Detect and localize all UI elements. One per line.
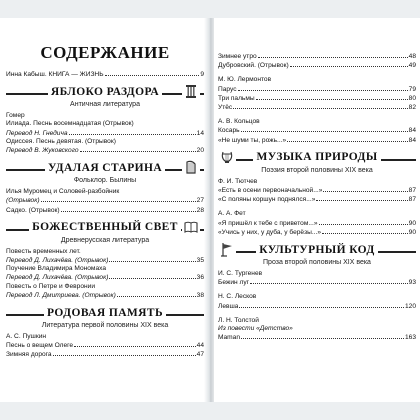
entry-title: Дубровский. (Отрывок) (218, 62, 289, 70)
entry-title: Перевод Д. Лихачёва. (Отрывок) (6, 257, 109, 265)
toc-entry (218, 195, 416, 204)
entry-title: Зимнее утро (218, 53, 257, 60)
author-name: Н. С. Лесков (218, 293, 257, 301)
entry-gap (218, 287, 416, 291)
section-header (6, 160, 204, 175)
entry-title: Повесть временных лет. (6, 247, 81, 255)
toc-section (6, 220, 204, 300)
leader-dots (74, 341, 196, 347)
entry-title: Утёс (218, 104, 233, 112)
entry-page-number: 87 (408, 196, 416, 204)
leader-dots (53, 350, 196, 356)
section-header (218, 150, 416, 165)
entry-title: Повесть о Петре и Февронии (6, 282, 95, 290)
toc-section (6, 305, 204, 360)
entry-title: Косарь (218, 127, 240, 135)
leader-dots (287, 136, 407, 142)
toc-entry (218, 103, 416, 112)
entry-page-number: 38 (196, 291, 204, 299)
book-icon (182, 218, 200, 236)
entry-title: Maman (218, 334, 240, 342)
section-title: УДАЛАЯ СТАРИНА (45, 161, 165, 175)
section-subtitle: Античная литература (70, 101, 140, 109)
toc-entry (6, 206, 204, 215)
harp-icon (182, 158, 200, 176)
section-title: КУЛЬТУРНЫЙ КОД (256, 243, 377, 257)
entry-gap (218, 112, 416, 116)
section-subtitle: Древнерусская литература (60, 236, 150, 244)
section-header (218, 242, 416, 257)
toc-entry (6, 265, 204, 273)
entry-title: Три пальмы (218, 94, 255, 102)
author-name: А. А. Фет (218, 210, 246, 218)
leader-dots (290, 61, 408, 67)
left-sections (6, 84, 204, 359)
leader-dots (319, 219, 408, 225)
toc-entry (6, 196, 204, 205)
entry-title: Одиссея. Песнь девятая. (Отрывок) (6, 137, 116, 145)
entry-page-number: 49 (408, 62, 416, 70)
entry-title: Перевод В. Жуковского (6, 147, 79, 155)
entry-title: Перевод Л. Дмитриева. (Отрывок) (6, 291, 116, 299)
leader-dots (256, 94, 408, 100)
section-subtitle: Поэзия второй половины XIX века (261, 166, 373, 174)
toc-section (6, 84, 204, 155)
toc-entry (218, 52, 416, 61)
leader-dots (241, 333, 404, 339)
entry-title: Левша (218, 302, 239, 310)
leader-dots (323, 186, 407, 192)
leader-dots (233, 103, 407, 109)
section-header (6, 84, 204, 99)
author-name: А. С. Пушкин (6, 333, 47, 341)
flag-icon (218, 240, 236, 258)
toc-entry (6, 341, 204, 350)
entry-page-number: 79 (408, 85, 416, 93)
toc-section (218, 242, 416, 342)
entry-page-number: 90 (408, 228, 416, 236)
entry-page-number: 82 (408, 104, 416, 112)
toc-title: СОДЕРЖАНИЕ (40, 43, 170, 62)
right-sections (218, 150, 416, 343)
leader-dots (109, 256, 195, 262)
column-icon (182, 82, 200, 100)
entry-page-number: 14 (196, 129, 204, 137)
entry-title: Парус (218, 85, 237, 93)
entry-page-number: 48 (408, 53, 416, 60)
entry-page-number: 36 (196, 274, 204, 282)
author-name: Л. Н. Толстой (218, 316, 259, 324)
entry-page-number: 163 (404, 334, 416, 342)
entry-page-number: 84 (408, 127, 416, 135)
entry-title: Зимняя дорога (6, 351, 52, 359)
toc-entry (218, 61, 416, 70)
leader-dots (41, 196, 196, 202)
toc-section (6, 160, 204, 215)
leader-dots (258, 52, 408, 58)
entry-title: (Отрывок) (6, 197, 40, 205)
leader-dots (241, 126, 408, 132)
entry-gap (218, 311, 416, 315)
entry-page-number: 80 (408, 94, 416, 102)
toc-entry (6, 129, 204, 138)
entry-title: «Я пришёл к тебе с приветом...» (218, 219, 318, 227)
toc-entry (6, 273, 204, 282)
right-top-entries (218, 18, 416, 145)
entry-title: Перевод Д. Лихачёва. (Отрывок) (6, 274, 109, 282)
entry-gap (218, 204, 416, 208)
toc-entry (6, 138, 204, 146)
toc-entry (218, 136, 416, 145)
section-header (6, 220, 204, 235)
toc-entry (6, 112, 204, 120)
author-name: И. С. Тургенев (218, 270, 263, 278)
leader-dots (69, 129, 196, 135)
entry-title: «Не шуми ты, рожь...» (218, 136, 287, 144)
leader-dots (117, 291, 196, 297)
section-subtitle: Литература первой половины XIX века (41, 322, 169, 330)
entry-title: Поучение Владимира Мономаха (6, 265, 107, 273)
entry-title: Бежин луг (218, 279, 250, 287)
toc-entry (6, 283, 204, 291)
lyre-icon (218, 148, 236, 166)
section-title: БОЖЕСТВЕННЫЙ СВЕТ (29, 220, 181, 234)
entry-page-number: 93 (408, 279, 416, 287)
intro-entry (6, 70, 204, 79)
entry-title: Песнь о вещем Олеге (6, 342, 74, 350)
entry-title: «С поляны коршун поднялся...» (218, 196, 316, 204)
entry-title: Илья Муромец и Соловей-разбойник (6, 188, 120, 196)
leader-dots (109, 273, 195, 279)
toc-entry (6, 256, 204, 265)
leader-dots (105, 70, 200, 76)
toc-entry (6, 188, 204, 196)
entry-page-number: 47 (196, 351, 204, 359)
entry-title: Гомер (6, 112, 25, 120)
section-subtitle: Проза второй половины XIX века (263, 259, 371, 267)
leader-dots (80, 146, 196, 152)
leader-dots (250, 278, 408, 284)
leader-dots (316, 195, 407, 201)
intro-page: 9 (200, 71, 204, 78)
toc-entry (218, 186, 416, 195)
section-title: РОДОВАЯ ПАМЯТЬ (44, 306, 166, 320)
toc-entry (218, 126, 416, 135)
toc-entry (6, 248, 204, 256)
section-subtitle: Фольклор. Былины (73, 177, 137, 185)
leader-dots (239, 302, 404, 308)
toc-section (218, 150, 416, 237)
toc-entry (6, 146, 204, 155)
entry-page-number: 84 (408, 136, 416, 144)
toc-entry (218, 228, 416, 237)
entry-title: Илиада. Песнь восемнадцатая (Отрывок) (6, 120, 134, 128)
section-title: МУЗЫКА ПРИРОДЫ (253, 150, 380, 164)
entry-title: Перевод Н. Гнедича (6, 129, 68, 137)
entry-title: «Есть в осени первоначальной...» (218, 187, 323, 195)
toc-entry (218, 85, 416, 94)
toc-entry (6, 120, 204, 128)
right-page (214, 18, 420, 402)
entry-title: Из повести «Детство» (218, 325, 293, 333)
author-name: Ф. И. Тютчев (218, 177, 258, 185)
toc-entry (6, 350, 204, 359)
entry-page-number: 35 (196, 257, 204, 265)
entry-title: Садко. (Отрывок) (6, 206, 60, 214)
entry-page-number: 90 (408, 219, 416, 227)
toc-entry (6, 291, 204, 300)
entry-title: «Учись у них, у дуба, у берёзы...» (218, 228, 322, 236)
entry-page-number: 87 (408, 187, 416, 195)
left-page (0, 18, 206, 402)
section-title: ЯБЛОКО РАЗДОРА (48, 85, 162, 99)
section-header (6, 305, 204, 320)
toc-entry (218, 94, 416, 103)
intro-title: Инна Кабыш. КНИГА — ЖИЗНЬ (6, 71, 104, 78)
entry-gap (218, 70, 416, 74)
leader-dots (322, 228, 408, 234)
entry-page-number: 120 (404, 302, 416, 310)
toc-entry (218, 325, 416, 333)
toc-entry (218, 333, 416, 342)
author-name: А. В. Кольцов (218, 118, 260, 126)
toc-entry (218, 219, 416, 228)
leader-dots (238, 85, 408, 91)
toc-entry (218, 278, 416, 287)
entry-page-number: 28 (196, 206, 204, 214)
entry-page-number: 20 (196, 147, 204, 155)
toc-entry (218, 302, 416, 311)
entry-page-number: 44 (196, 342, 204, 350)
leader-dots (61, 206, 196, 212)
author-name: М. Ю. Лермонтов (218, 76, 272, 84)
entry-page-number: 27 (196, 197, 204, 205)
